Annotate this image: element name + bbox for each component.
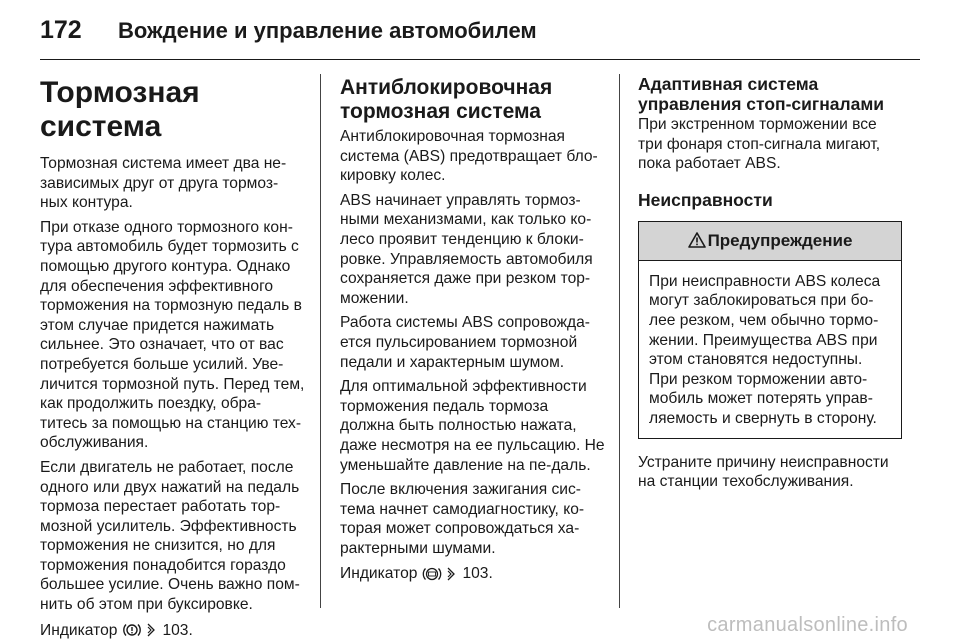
page-reference-arrow-icon [446,567,456,581]
abs-icon [422,566,442,582]
page-number: 172 [40,16,82,44]
warning-triangle-icon [688,232,706,248]
indicator-page[interactable]: 103. [462,565,493,583]
subheading-faults: Неисправности [638,189,773,210]
column-divider-2 [619,74,620,608]
chapter-title: Вождение и управление автомобилем [118,18,537,43]
paragraph: Работа системы ABS сопровожда-ется пульсированием тормозной педали и характерным шумом. [340,314,590,371]
paragraph: Для оптимальной эффективности торможения педаль тормоза должна быть полностью нажата, даже несмотря на ее пульсацию. Не уменьшайте давление на пе-даль. [340,378,605,474]
paragraph: Тормозная система имеет два не-зависимых друг от друга тормоз-ных контура. [40,155,287,212]
warning-title: Предупреждение [707,230,853,250]
indicator-reference [340,564,606,584]
header-rule [40,59,920,60]
column-divider-1 [320,74,321,608]
column-brake-system [40,72,305,640]
brake-warning-icon [122,622,142,638]
paragraph: ABS начинает управлять тормоз-ными механизмами, как только ко-лесо проявит тенденцию к блоки-ровке. Управляемость автомобиля сохраняется даже при резком тор-можении. [340,191,593,307]
watermark: carmanualsonline.info [707,614,908,636]
warning-header [639,222,901,261]
indicator-label: Индикатор [340,565,418,583]
page-header [40,16,537,52]
paragraph: Антиблокировочная тормозная система (ABS) предотвращает бло-кировку колес. [340,128,598,185]
warning-body: При неисправности ABS колеса могут заблокироваться при бо-лее резком, чем обычно тормо-жении. Преимущества ABS при этом становятся недоступны. При резком торможении авто-мобиль может потерять управ-ляемость и свернуть в сторону. [649,272,881,427]
section-heading-abs: Антиблокировочная тормозная система [340,76,553,123]
paragraph: Если двигатель не работает, после одного или двух нажатий на педаль тормоза перестает работать тор-мозной усилитель. Эффективность торможения не снизится, но для торможения понадобится гораздо большее усилие. Очень важно пом-нить об этом при буксировке. [40,458,300,614]
indicator-page[interactable]: 103. [162,621,193,639]
indicator-reference [40,621,305,641]
column-adaptive-brake-lights [638,72,902,497]
paragraph: Устраните причину неисправности на станции техобслуживания. [638,453,889,491]
section-heading-adaptive-brake-lights: Адаптивная система управления стоп-сигналами [638,74,885,114]
paragraph: При отказе одного тормозного кон-тура автомобиль будет тормозить с помощью другого контура. Однако для обеспечения эффективного торможения на тормозную педаль в этом случае придется нажимать сильнее. Это означает, что от вас потребуется больше усилий. Уве-личится тормозной путь. Перед тем, как продолжить поездку, обра-титесь за помощью на станцию тех-обслуживания. [40,218,305,452]
warning-box [638,221,902,439]
paragraph: При экстренном торможении все три фонаря стоп-сигнала мигают, пока работает ABS. [638,116,881,173]
paragraph: После включения зажигания сис-тема начнет самодиагностику, ко-торая может сопровождаться ха-рактерными шумами. [340,481,585,557]
section-heading-brake-system: Тормозная система [40,76,200,143]
column-abs [340,72,606,584]
page-reference-arrow-icon [146,623,156,637]
indicator-label: Индикатор [40,621,118,639]
